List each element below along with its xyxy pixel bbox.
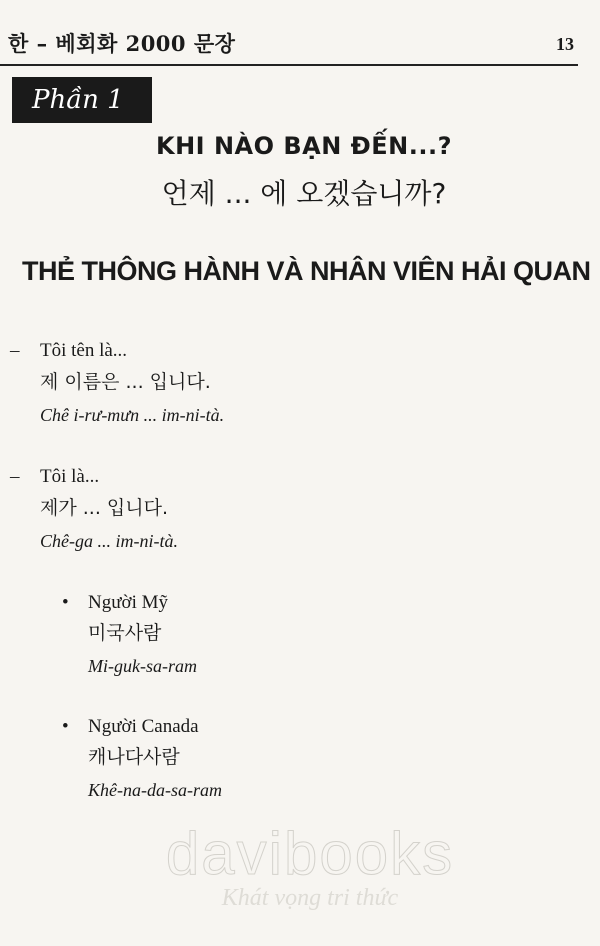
dot-bullet: •: [62, 716, 69, 737]
lesson-title-korean: 언제 ... 에 오겠습니까?: [161, 177, 447, 210]
phrase-korean: 제 이름은 ... 입니다.: [40, 371, 211, 393]
page-number: 13: [556, 34, 574, 54]
phrase-romanization: Chê-ga ... im-ni-tà.: [40, 531, 178, 551]
dash-bullet: –: [10, 466, 20, 487]
vocab-korean: 미국사람: [88, 622, 162, 644]
vocab-vietnamese: Người Mỹ: [88, 592, 168, 613]
dot-bullet: •: [62, 592, 69, 613]
vocab-korean: 캐나다사람: [88, 746, 180, 768]
phrase-vietnamese: Tôi là...: [40, 466, 100, 487]
vocab-romanization: Mi-guk-sa-ram: [88, 656, 197, 676]
running-header-title: 한 – 베회화 2000 문장: [8, 31, 236, 56]
dash-bullet: –: [10, 340, 20, 361]
phrase-vietnamese: Tôi tên là...: [40, 340, 128, 361]
vocab-romanization: Khê-na-da-sa-ram: [88, 780, 222, 800]
watermark-slogan: Khát vọng tri thức: [221, 885, 399, 911]
phrase-korean: 제가 ... 입니다.: [40, 497, 169, 519]
watermark-brand: davibooks: [165, 820, 455, 887]
vocab-vietnamese: Người Canada: [88, 716, 199, 737]
publisher-watermark: [150, 822, 470, 912]
header-divider: [0, 64, 578, 66]
part-label: Phần 1: [12, 77, 152, 123]
lesson-title-vietnamese: KHI NÀO BẠN ĐẾN...?: [155, 132, 453, 160]
section-heading: THẺ THÔNG HÀNH VÀ NHÂN VIÊN HẢI QUAN: [22, 256, 591, 286]
phrase-romanization: Chê i-rư-mưn ... im-ni-tà.: [40, 405, 225, 425]
